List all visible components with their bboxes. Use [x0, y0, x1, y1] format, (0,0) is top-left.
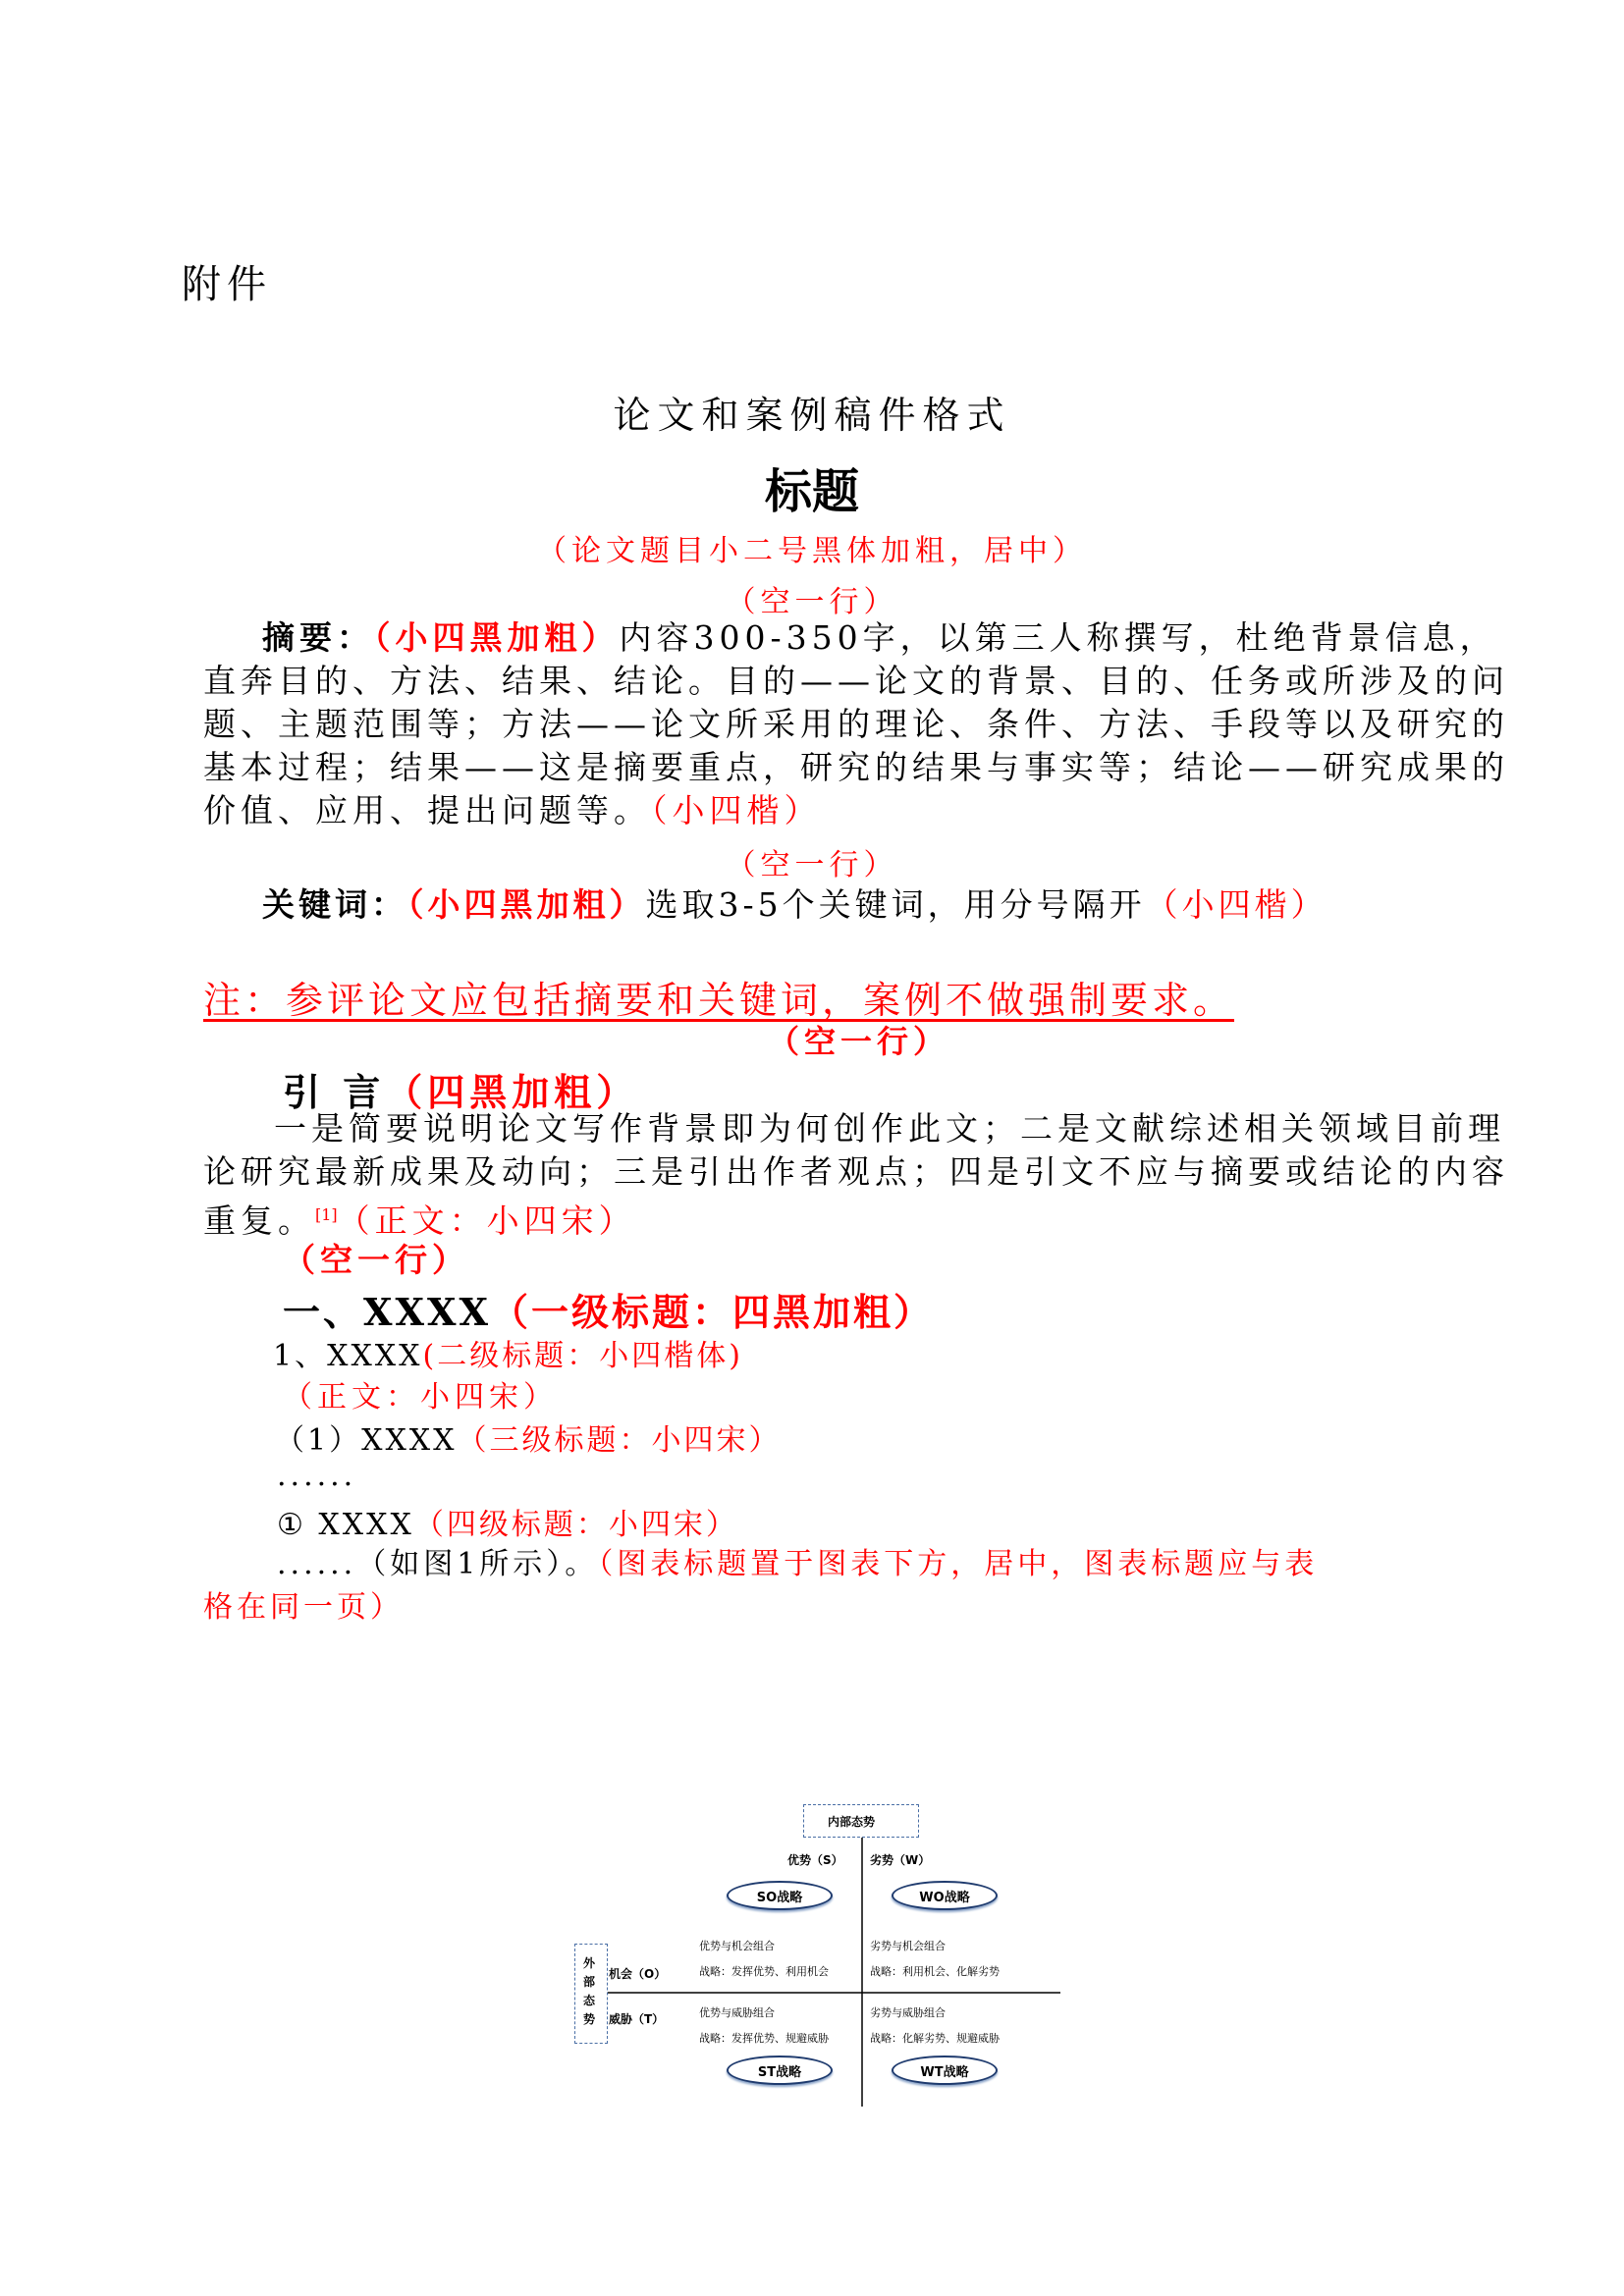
level1-format: （一级标题：四黑加粗）	[490, 1290, 934, 1334]
wt-strategy-text: 战略：化解劣势、规避威胁	[870, 2032, 1000, 2045]
keywords-format: （小四黑加粗）	[407, 885, 646, 924]
swot-figure	[569, 1796, 1080, 2110]
attachment-label: 附件	[182, 262, 272, 307]
blank-line-note: （空一行）	[726, 585, 898, 619]
keywords-body-format: （小四楷）	[1145, 885, 1327, 924]
blank-line-note: （空一行）	[768, 1023, 950, 1060]
figure-reference-text: ......（如图1所示）。	[277, 1547, 599, 1581]
abstract-text: 价值、应用、提出问题等。	[203, 791, 651, 829]
blank-line-note: （空一行）	[283, 1241, 469, 1279]
intro-text: 重复。	[203, 1201, 315, 1240]
so-combination: 优势与机会组合	[699, 1940, 775, 1952]
document-heading: 论文和案例稿件格式	[613, 394, 1011, 437]
citation-marker: [1]	[315, 1205, 338, 1224]
abstract-format: （小四黑加粗）	[374, 618, 620, 657]
intro-body-format: （正文：小四宋）	[337, 1201, 636, 1240]
so-strategy-text: 战略：发挥优势、利用机会	[699, 1965, 829, 1978]
st-combination: 优势与威胁组合	[699, 2006, 775, 2019]
abstract-label: 摘要：	[262, 618, 374, 657]
body-format-note: （正文：小四宋）	[283, 1380, 558, 1415]
intro-label: 引 言	[283, 1071, 386, 1114]
intro-text: 论研究最新成果及动向；三是引出作者观点；四是引文不应与摘要或结论的内容	[203, 1152, 1509, 1191]
abstract-first-line	[262, 616, 1497, 661]
blank-line-note: （空一行）	[726, 848, 898, 882]
keywords-text: 选取3-5个关键词，用分号隔开	[645, 885, 1146, 924]
wo-strategy-text: 战略：利用机会、化解劣势	[870, 1965, 1000, 1978]
st-strategy-badge: ST战略	[727, 2056, 833, 2085]
weakness-label: 劣势（W）	[870, 1853, 931, 1867]
keywords-label: 关键词：	[262, 885, 407, 924]
level2-format: (二级标题：小四楷体)	[422, 1339, 743, 1373]
internal-situation-box	[803, 1804, 919, 1838]
paper-title: 标题	[764, 464, 859, 519]
figure-caption-rule: （图表标题置于图表下方，居中，图表标题应与表	[598, 1547, 1319, 1581]
ellipsis: ......	[277, 1459, 357, 1493]
level3-heading	[275, 1415, 782, 1459]
level2-heading	[273, 1331, 743, 1374]
level4-text: ① XXXX	[277, 1508, 414, 1542]
so-strategy-badge: SO战略	[727, 1881, 833, 1910]
keywords-line	[262, 880, 1327, 926]
abstract-text: 内容300-350字，以第三人称撰写，杜绝背景信息，	[619, 618, 1497, 657]
title-format-note: （论文题目小二号黑体加粗，居中）	[537, 534, 1087, 568]
abstract-last-line	[203, 789, 822, 833]
st-strategy-text: 战略：发挥优势、规避威胁	[699, 2032, 829, 2045]
wo-strategy-badge: WO战略	[892, 1881, 998, 1910]
level4-format: （四级标题：小四宋）	[413, 1508, 738, 1542]
abstract-body-format: （小四楷）	[651, 791, 822, 829]
abstract-text: 直奔目的、方法、结果、结论。目的——论文的背景、目的、任务或所涉及的问	[203, 662, 1509, 700]
wt-strategy-badge: WT战略	[892, 2056, 998, 2085]
intro-format: （四黑加粗）	[385, 1070, 639, 1114]
strength-label: 优势（S）	[787, 1853, 843, 1867]
level3-format: （三级标题：小四宋）	[457, 1423, 782, 1458]
level4-heading	[277, 1500, 738, 1543]
opportunity-label: 机会（O）	[609, 1967, 667, 1981]
figure-caption-rule: 格在同一页）	[203, 1590, 404, 1625]
wo-combination: 劣势与机会组合	[870, 1940, 946, 1952]
internal-situation-label: 内部态势	[828, 1815, 876, 1829]
external-situation-box	[574, 1944, 608, 2044]
level3-text: （1）XXXX	[275, 1423, 458, 1458]
threat-label: 威胁（T）	[609, 2012, 665, 2026]
intro-text: 一是简要说明论文写作背景即为何创作此文；二是文献综述相关领域目前理	[274, 1109, 1505, 1148]
external-situation-label: 外部态势	[583, 1956, 596, 2026]
figure-reference-line	[277, 1543, 1318, 1586]
abstract-text: 基本过程；结果——这是摘要重点，研究的结果与事实等；结论——研究成果的	[203, 748, 1509, 786]
wt-combination: 劣势与威胁组合	[870, 2006, 946, 2019]
abstract-text: 题、主题范围等；方法——论文所采用的理论、条件、方法、手段等以及研究的	[203, 705, 1509, 743]
level2-text: 1、XXXX	[273, 1339, 423, 1373]
level1-heading	[283, 1282, 934, 1336]
submission-note: 注：参评论文应包括摘要和关键词，案例不做强制要求。	[203, 979, 1235, 1022]
level1-text: 一、XXXX	[283, 1290, 491, 1334]
